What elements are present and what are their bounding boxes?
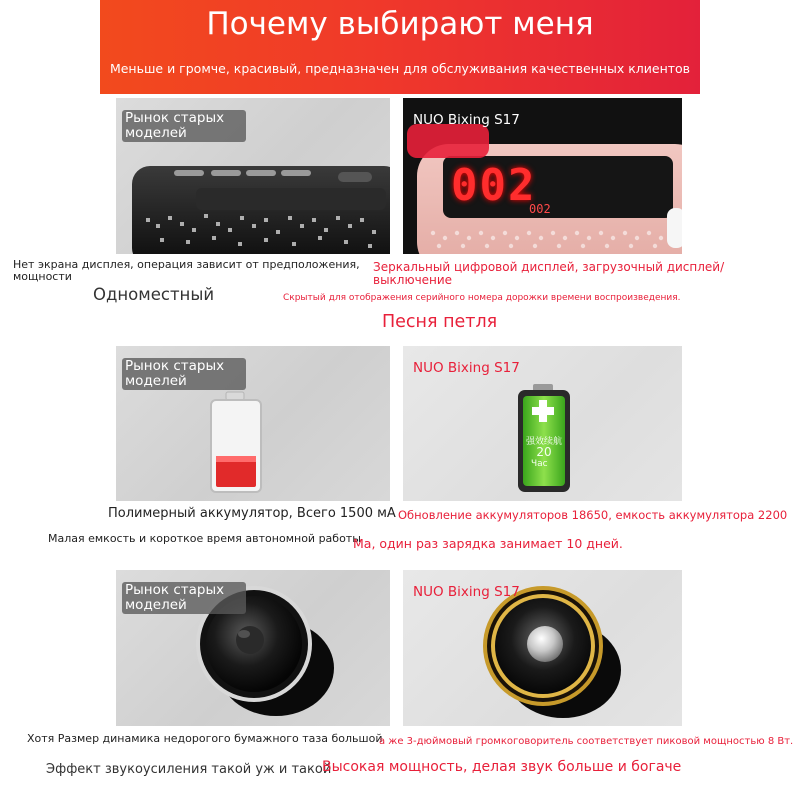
- new-display-subcaption: Скрытый для отображения серийного номера дорожки времени воспроизведения.: [283, 293, 681, 303]
- section-heading: Песня петля: [382, 312, 498, 332]
- old-display-caption: Нет экрана дисплея, операция зависит от предположения, мощности: [13, 258, 360, 283]
- old-model-speaker-panel: [116, 570, 390, 726]
- old-model-display-panel: [116, 98, 390, 254]
- old-model-tag: Рынок старых моделей: [122, 358, 246, 390]
- old-model-battery-panel: [116, 346, 390, 501]
- old-speaker-caption: Хотя Размер динамика недорогого бумажного таза большой: [27, 732, 383, 745]
- new-speaker-caption: а же 3-дюймовый громкоговоритель соответствует пиковой мощностью 8 Вт.: [379, 736, 794, 747]
- battery-cn-label: 强效续航: [525, 437, 562, 447]
- page-subtitle: Меньше и громче, красивый, предназначен для обслуживания качественных клиентов: [109, 61, 691, 76]
- led-clock-digits: 002: [451, 160, 537, 211]
- new-battery-subcaption: Ма, один раз зарядка занимает 10 дней.: [353, 536, 623, 551]
- old-battery-subcaption: Малая емкость и короткое время автономной работы: [48, 532, 361, 545]
- new-model-speaker-panel: [403, 570, 682, 726]
- header-banner: [100, 0, 700, 94]
- old-display-subcaption: Одноместный: [93, 285, 215, 304]
- new-display-caption: Зеркальный цифровой дисплей, загрузочный дисплей/выключение: [373, 260, 725, 287]
- new-model-battery-panel: [403, 346, 682, 501]
- new-model-tag: NUO Bixing S17: [413, 112, 520, 128]
- old-model-tag: Рынок старых моделей: [122, 110, 246, 142]
- new-speaker-subcaption: Высокая мощность, делая звук больше и богаче: [322, 759, 682, 775]
- old-model-tag: Рынок старых моделей: [122, 582, 246, 614]
- battery-hours: 20: [536, 445, 552, 459]
- battery-unit: Час: [531, 459, 548, 469]
- new-battery-caption: Обновление аккумуляторов 18650, емкость аккумулятора 2200: [398, 508, 788, 522]
- new-model-tag: NUO Bixing S17: [413, 584, 520, 600]
- new-model-tag: NUO Bixing S17: [413, 360, 520, 376]
- led-clock-small: 002: [529, 202, 551, 216]
- old-battery-caption: Полимерный аккумулятор, Всего 1500 мА: [108, 506, 396, 521]
- old-speaker-subcaption: Эффект звукоусиления такой уж и такой: [46, 762, 332, 777]
- new-model-display-panel: [403, 98, 682, 254]
- page-title: Почему выбирают меня: [206, 6, 594, 42]
